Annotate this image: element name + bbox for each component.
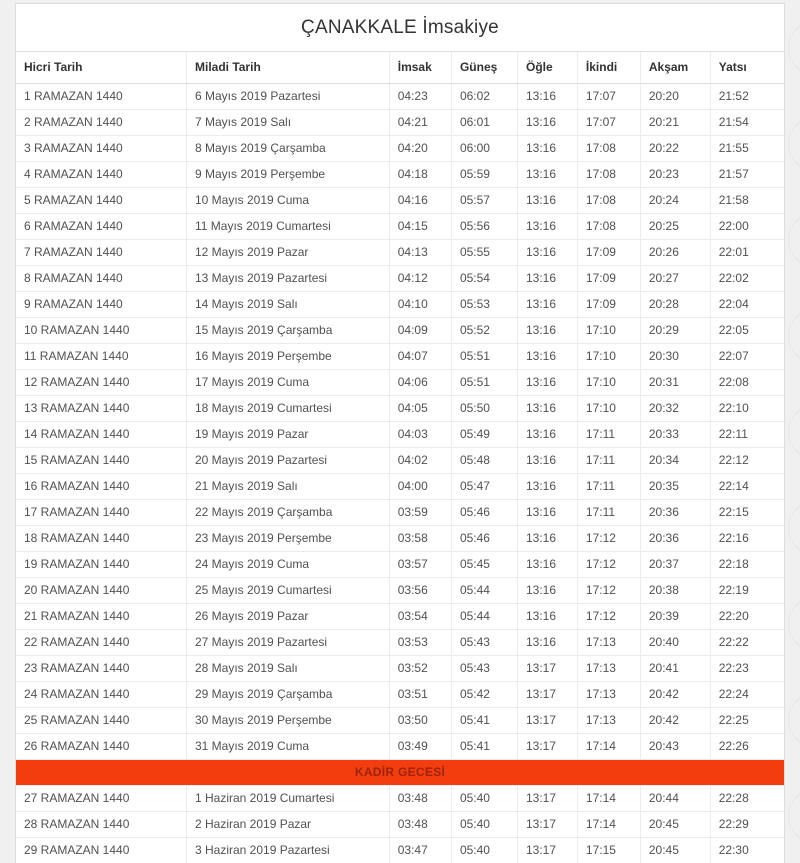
imsak-time-cell: 03:48 [389, 812, 451, 838]
ogle-time-cell: 13:16 [518, 162, 578, 188]
yatsi-time-cell: 22:01 [710, 240, 784, 266]
miladi-date-cell: 23 Mayıs 2019 Perşembe [186, 526, 389, 552]
miladi-date-cell: 18 Mayıs 2019 Cumartesi [186, 396, 389, 422]
gunes-time-cell: 05:59 [451, 162, 517, 188]
hicri-date-cell: 22 RAMAZAN 1440 [16, 630, 186, 656]
imsak-time-cell: 04:02 [389, 448, 451, 474]
gunes-time-cell: 05:49 [451, 422, 517, 448]
miladi-date-cell: 31 Mayıs 2019 Cuma [186, 734, 389, 760]
ogle-time-cell: 13:17 [518, 812, 578, 838]
imsak-time-cell: 04:03 [389, 422, 451, 448]
imsak-time-cell: 03:49 [389, 734, 451, 760]
gunes-time-cell: 05:44 [451, 604, 517, 630]
ogle-time-cell: 13:17 [518, 786, 578, 812]
imsak-time-cell: 04:06 [389, 370, 451, 396]
ogle-time-cell: 13:16 [518, 292, 578, 318]
miladi-date-cell: 27 Mayıs 2019 Pazartesi [186, 630, 389, 656]
table-row [16, 214, 784, 240]
table-row [16, 240, 784, 266]
table-row [16, 396, 784, 422]
hicri-date-cell: 16 RAMAZAN 1440 [16, 474, 186, 500]
ogle-time-cell: 13:16 [518, 266, 578, 292]
ogle-time-cell: 13:16 [518, 396, 578, 422]
ogle-time-cell: 13:16 [518, 84, 578, 110]
hicri-date-cell: 6 RAMAZAN 1440 [16, 214, 186, 240]
gunes-time-cell: 05:40 [451, 838, 517, 863]
miladi-date-cell: 20 Mayıs 2019 Pazartesi [186, 448, 389, 474]
aksam-time-cell: 20:45 [640, 812, 710, 838]
aksam-time-cell: 20:22 [640, 136, 710, 162]
ikindi-time-cell: 17:12 [577, 604, 640, 630]
imsak-time-cell: 04:16 [389, 188, 451, 214]
column-header-aksam: Akşam [640, 52, 710, 84]
aksam-time-cell: 20:42 [640, 708, 710, 734]
imsak-time-cell: 03:58 [389, 526, 451, 552]
imsak-time-cell: 04:12 [389, 266, 451, 292]
hicri-date-cell: 14 RAMAZAN 1440 [16, 422, 186, 448]
hicri-date-cell: 15 RAMAZAN 1440 [16, 448, 186, 474]
ikindi-time-cell: 17:10 [577, 318, 640, 344]
miladi-date-cell: 16 Mayıs 2019 Perşembe [186, 344, 389, 370]
miladi-date-cell: 1 Haziran 2019 Cumartesi [186, 786, 389, 812]
ogle-time-cell: 13:16 [518, 500, 578, 526]
hicri-date-cell: 26 RAMAZAN 1440 [16, 734, 186, 760]
aksam-time-cell: 20:36 [640, 526, 710, 552]
hicri-date-cell: 10 RAMAZAN 1440 [16, 318, 186, 344]
table-row [16, 786, 784, 812]
table-row [16, 500, 784, 526]
ogle-time-cell: 13:16 [518, 422, 578, 448]
gunes-time-cell: 05:44 [451, 578, 517, 604]
yatsi-time-cell: 21:52 [710, 84, 784, 110]
hicri-date-cell: 19 RAMAZAN 1440 [16, 552, 186, 578]
aksam-time-cell: 20:39 [640, 604, 710, 630]
ikindi-time-cell: 17:08 [577, 214, 640, 240]
table-row [16, 838, 784, 863]
table-row [16, 656, 784, 682]
ogle-time-cell: 13:16 [518, 344, 578, 370]
yatsi-time-cell: 22:07 [710, 344, 784, 370]
hicri-date-cell: 7 RAMAZAN 1440 [16, 240, 186, 266]
hicri-date-cell: 13 RAMAZAN 1440 [16, 396, 186, 422]
yatsi-time-cell: 22:12 [710, 448, 784, 474]
ogle-time-cell: 13:16 [518, 110, 578, 136]
yatsi-time-cell: 22:22 [710, 630, 784, 656]
hicri-date-cell: 27 RAMAZAN 1440 [16, 786, 186, 812]
gunes-time-cell: 06:01 [451, 110, 517, 136]
ogle-time-cell: 13:16 [518, 318, 578, 344]
miladi-date-cell: 7 Mayıs 2019 Salı [186, 110, 389, 136]
imsak-time-cell: 04:05 [389, 396, 451, 422]
hicri-date-cell: 24 RAMAZAN 1440 [16, 682, 186, 708]
ikindi-time-cell: 17:09 [577, 292, 640, 318]
table-row [16, 708, 784, 734]
aksam-time-cell: 20:44 [640, 786, 710, 812]
ikindi-time-cell: 17:10 [577, 396, 640, 422]
table-body [16, 84, 784, 863]
table-row [16, 266, 784, 292]
aksam-time-cell: 20:30 [640, 344, 710, 370]
hicri-date-cell: 3 RAMAZAN 1440 [16, 136, 186, 162]
ikindi-time-cell: 17:14 [577, 812, 640, 838]
aksam-time-cell: 20:28 [640, 292, 710, 318]
miladi-date-cell: 2 Haziran 2019 Pazar [186, 812, 389, 838]
table-row [16, 84, 784, 110]
imsak-time-cell: 04:07 [389, 344, 451, 370]
imsak-time-cell: 04:18 [389, 162, 451, 188]
yatsi-time-cell: 21:58 [710, 188, 784, 214]
ikindi-time-cell: 17:07 [577, 84, 640, 110]
table-row [16, 370, 784, 396]
column-header-yatsi: Yatsı [710, 52, 784, 84]
aksam-time-cell: 20:37 [640, 552, 710, 578]
yatsi-time-cell: 22:02 [710, 266, 784, 292]
table-row [16, 422, 784, 448]
miladi-date-cell: 13 Mayıs 2019 Pazartesi [186, 266, 389, 292]
hicri-date-cell: 18 RAMAZAN 1440 [16, 526, 186, 552]
hicri-date-cell: 8 RAMAZAN 1440 [16, 266, 186, 292]
gunes-time-cell: 05:57 [451, 188, 517, 214]
aksam-time-cell: 20:32 [640, 396, 710, 422]
hicri-date-cell: 2 RAMAZAN 1440 [16, 110, 186, 136]
ogle-time-cell: 13:16 [518, 578, 578, 604]
yatsi-time-cell: 21:54 [710, 110, 784, 136]
aksam-time-cell: 20:31 [640, 370, 710, 396]
ikindi-time-cell: 17:08 [577, 162, 640, 188]
table-row [16, 318, 784, 344]
yatsi-time-cell: 21:55 [710, 136, 784, 162]
ogle-time-cell: 13:16 [518, 240, 578, 266]
yatsi-time-cell: 21:57 [710, 162, 784, 188]
gunes-time-cell: 05:42 [451, 682, 517, 708]
ogle-time-cell: 13:16 [518, 474, 578, 500]
yatsi-time-cell: 22:10 [710, 396, 784, 422]
yatsi-time-cell: 22:28 [710, 786, 784, 812]
imsak-time-cell: 03:47 [389, 838, 451, 863]
ikindi-time-cell: 17:14 [577, 734, 640, 760]
ogle-time-cell: 13:16 [518, 136, 578, 162]
gunes-time-cell: 05:54 [451, 266, 517, 292]
ikindi-time-cell: 17:08 [577, 188, 640, 214]
column-header-ikindi: İkindi [577, 52, 640, 84]
yatsi-time-cell: 22:16 [710, 526, 784, 552]
gunes-time-cell: 05:51 [451, 344, 517, 370]
column-header-gunes: Güneş [451, 52, 517, 84]
table-row [16, 734, 784, 760]
miladi-date-cell: 19 Mayıs 2019 Pazar [186, 422, 389, 448]
gunes-time-cell: 05:46 [451, 526, 517, 552]
ogle-time-cell: 13:17 [518, 682, 578, 708]
yatsi-time-cell: 22:29 [710, 812, 784, 838]
table-row [16, 344, 784, 370]
miladi-date-cell: 28 Mayıs 2019 Salı [186, 656, 389, 682]
imsak-time-cell: 03:56 [389, 578, 451, 604]
gunes-time-cell: 05:51 [451, 370, 517, 396]
ikindi-time-cell: 17:08 [577, 136, 640, 162]
ogle-time-cell: 13:16 [518, 604, 578, 630]
yatsi-time-cell: 22:14 [710, 474, 784, 500]
aksam-time-cell: 20:33 [640, 422, 710, 448]
hicri-date-cell: 23 RAMAZAN 1440 [16, 656, 186, 682]
gunes-time-cell: 05:47 [451, 474, 517, 500]
table-row [16, 552, 784, 578]
page-title: ÇANAKKALE İmsakiye [301, 17, 499, 38]
table-row [16, 110, 784, 136]
imsakiye-card [15, 3, 785, 863]
hicri-date-cell: 25 RAMAZAN 1440 [16, 708, 186, 734]
imsak-time-cell: 04:00 [389, 474, 451, 500]
ogle-time-cell: 13:17 [518, 734, 578, 760]
gunes-time-cell: 05:46 [451, 500, 517, 526]
ikindi-time-cell: 17:11 [577, 474, 640, 500]
miladi-date-cell: 12 Mayıs 2019 Pazar [186, 240, 389, 266]
miladi-date-cell: 29 Mayıs 2019 Çarşamba [186, 682, 389, 708]
aksam-time-cell: 20:45 [640, 838, 710, 863]
ikindi-time-cell: 17:14 [577, 786, 640, 812]
gunes-time-cell: 05:48 [451, 448, 517, 474]
ikindi-time-cell: 17:12 [577, 552, 640, 578]
aksam-time-cell: 20:29 [640, 318, 710, 344]
ogle-time-cell: 13:16 [518, 370, 578, 396]
aksam-time-cell: 20:20 [640, 84, 710, 110]
ikindi-time-cell: 17:11 [577, 448, 640, 474]
table-header-row [16, 52, 784, 84]
hicri-date-cell: 17 RAMAZAN 1440 [16, 500, 186, 526]
imsak-time-cell: 04:09 [389, 318, 451, 344]
yatsi-time-cell: 22:11 [710, 422, 784, 448]
yatsi-time-cell: 22:04 [710, 292, 784, 318]
hicri-date-cell: 4 RAMAZAN 1440 [16, 162, 186, 188]
aksam-time-cell: 20:43 [640, 734, 710, 760]
imsak-time-cell: 04:21 [389, 110, 451, 136]
miladi-date-cell: 6 Mayıs 2019 Pazartesi [186, 84, 389, 110]
imsak-time-cell: 04:20 [389, 136, 451, 162]
ikindi-time-cell: 17:10 [577, 370, 640, 396]
yatsi-time-cell: 22:19 [710, 578, 784, 604]
table-row [16, 448, 784, 474]
gunes-time-cell: 05:41 [451, 734, 517, 760]
gunes-time-cell: 05:40 [451, 812, 517, 838]
miladi-date-cell: 24 Mayıs 2019 Cuma [186, 552, 389, 578]
miladi-date-cell: 15 Mayıs 2019 Çarşamba [186, 318, 389, 344]
miladi-date-cell: 25 Mayıs 2019 Cumartesi [186, 578, 389, 604]
gunes-time-cell: 05:56 [451, 214, 517, 240]
gunes-time-cell: 06:00 [451, 136, 517, 162]
yatsi-time-cell: 22:18 [710, 552, 784, 578]
imsak-time-cell: 03:57 [389, 552, 451, 578]
table-row [16, 682, 784, 708]
gunes-time-cell: 05:40 [451, 786, 517, 812]
yatsi-time-cell: 22:05 [710, 318, 784, 344]
ogle-time-cell: 13:16 [518, 630, 578, 656]
miladi-date-cell: 3 Haziran 2019 Pazartesi [186, 838, 389, 863]
hicri-date-cell: 1 RAMAZAN 1440 [16, 84, 186, 110]
miladi-date-cell: 10 Mayıs 2019 Cuma [186, 188, 389, 214]
imsak-time-cell: 03:53 [389, 630, 451, 656]
ogle-time-cell: 13:17 [518, 838, 578, 863]
gunes-time-cell: 05:43 [451, 630, 517, 656]
aksam-time-cell: 20:38 [640, 578, 710, 604]
imsak-time-cell: 04:15 [389, 214, 451, 240]
gunes-time-cell: 05:50 [451, 396, 517, 422]
ikindi-time-cell: 17:15 [577, 838, 640, 863]
table-row [16, 604, 784, 630]
imsak-time-cell: 04:23 [389, 84, 451, 110]
table-row [16, 812, 784, 838]
hicri-date-cell: 28 RAMAZAN 1440 [16, 812, 186, 838]
miladi-date-cell: 9 Mayıs 2019 Perşembe [186, 162, 389, 188]
ogle-time-cell: 13:17 [518, 656, 578, 682]
hicri-date-cell: 29 RAMAZAN 1440 [16, 838, 186, 863]
gunes-time-cell: 05:55 [451, 240, 517, 266]
ikindi-time-cell: 17:13 [577, 682, 640, 708]
ikindi-time-cell: 17:13 [577, 630, 640, 656]
aksam-time-cell: 20:21 [640, 110, 710, 136]
imsak-time-cell: 03:48 [389, 786, 451, 812]
ikindi-time-cell: 17:12 [577, 526, 640, 552]
imsak-time-cell: 03:54 [389, 604, 451, 630]
table-row [16, 630, 784, 656]
table-row [16, 162, 784, 188]
yatsi-time-cell: 22:08 [710, 370, 784, 396]
aksam-time-cell: 20:41 [640, 656, 710, 682]
ikindi-time-cell: 17:07 [577, 110, 640, 136]
gunes-time-cell: 06:02 [451, 84, 517, 110]
ogle-time-cell: 13:16 [518, 188, 578, 214]
yatsi-time-cell: 22:00 [710, 214, 784, 240]
ikindi-time-cell: 17:09 [577, 266, 640, 292]
gunes-time-cell: 05:43 [451, 656, 517, 682]
miladi-date-cell: 22 Mayıs 2019 Çarşamba [186, 500, 389, 526]
aksam-time-cell: 20:26 [640, 240, 710, 266]
kadir-gecesi-banner: KADİR GECESİ [16, 760, 784, 786]
hicri-date-cell: 5 RAMAZAN 1440 [16, 188, 186, 214]
yatsi-time-cell: 22:20 [710, 604, 784, 630]
hicri-date-cell: 9 RAMAZAN 1440 [16, 292, 186, 318]
column-header-miladi-tarih: Miladi Tarih [186, 52, 389, 84]
hicri-date-cell: 21 RAMAZAN 1440 [16, 604, 186, 630]
miladi-date-cell: 26 Mayıs 2019 Pazar [186, 604, 389, 630]
aksam-time-cell: 20:27 [640, 266, 710, 292]
imsak-time-cell: 04:13 [389, 240, 451, 266]
yatsi-time-cell: 22:15 [710, 500, 784, 526]
imsak-time-cell: 03:51 [389, 682, 451, 708]
miladi-date-cell: 30 Mayıs 2019 Perşembe [186, 708, 389, 734]
yatsi-time-cell: 22:26 [710, 734, 784, 760]
yatsi-time-cell: 22:23 [710, 656, 784, 682]
imsak-time-cell: 03:59 [389, 500, 451, 526]
gunes-time-cell: 05:45 [451, 552, 517, 578]
kadir-gecesi-banner-row [16, 760, 784, 786]
gunes-time-cell: 05:53 [451, 292, 517, 318]
yatsi-time-cell: 22:25 [710, 708, 784, 734]
table-row [16, 292, 784, 318]
hicri-date-cell: 12 RAMAZAN 1440 [16, 370, 186, 396]
ogle-time-cell: 13:16 [518, 214, 578, 240]
aksam-time-cell: 20:40 [640, 630, 710, 656]
ikindi-time-cell: 17:09 [577, 240, 640, 266]
column-header-hicri-tarih: Hicri Tarih [16, 52, 186, 84]
hicri-date-cell: 11 RAMAZAN 1440 [16, 344, 186, 370]
miladi-date-cell: 14 Mayıs 2019 Salı [186, 292, 389, 318]
yatsi-time-cell: 22:30 [710, 838, 784, 863]
aksam-time-cell: 20:25 [640, 214, 710, 240]
imsak-time-cell: 03:50 [389, 708, 451, 734]
ikindi-time-cell: 17:10 [577, 344, 640, 370]
hicri-date-cell: 20 RAMAZAN 1440 [16, 578, 186, 604]
ikindi-time-cell: 17:13 [577, 708, 640, 734]
miladi-date-cell: 21 Mayıs 2019 Salı [186, 474, 389, 500]
table-row [16, 578, 784, 604]
column-header-ogle: Öğle [518, 52, 578, 84]
gunes-time-cell: 05:41 [451, 708, 517, 734]
ikindi-time-cell: 17:11 [577, 422, 640, 448]
ogle-time-cell: 13:17 [518, 708, 578, 734]
ogle-time-cell: 13:16 [518, 526, 578, 552]
aksam-time-cell: 20:24 [640, 188, 710, 214]
table-row [16, 188, 784, 214]
aksam-time-cell: 20:34 [640, 448, 710, 474]
column-header-imsak: İmsak [389, 52, 451, 84]
aksam-time-cell: 20:35 [640, 474, 710, 500]
aksam-time-cell: 20:23 [640, 162, 710, 188]
ogle-time-cell: 13:16 [518, 448, 578, 474]
ogle-time-cell: 13:16 [518, 552, 578, 578]
aksam-time-cell: 20:42 [640, 682, 710, 708]
ikindi-time-cell: 17:12 [577, 578, 640, 604]
yatsi-time-cell: 22:24 [710, 682, 784, 708]
imsak-time-cell: 03:52 [389, 656, 451, 682]
aksam-time-cell: 20:36 [640, 500, 710, 526]
table-row [16, 474, 784, 500]
imsakiye-table [16, 51, 784, 863]
table-row [16, 136, 784, 162]
miladi-date-cell: 11 Mayıs 2019 Cumartesi [186, 214, 389, 240]
miladi-date-cell: 17 Mayıs 2019 Cuma [186, 370, 389, 396]
table-row [16, 526, 784, 552]
miladi-date-cell: 8 Mayıs 2019 Çarşamba [186, 136, 389, 162]
gunes-time-cell: 05:52 [451, 318, 517, 344]
ikindi-time-cell: 17:13 [577, 656, 640, 682]
imsak-time-cell: 04:10 [389, 292, 451, 318]
ikindi-time-cell: 17:11 [577, 500, 640, 526]
